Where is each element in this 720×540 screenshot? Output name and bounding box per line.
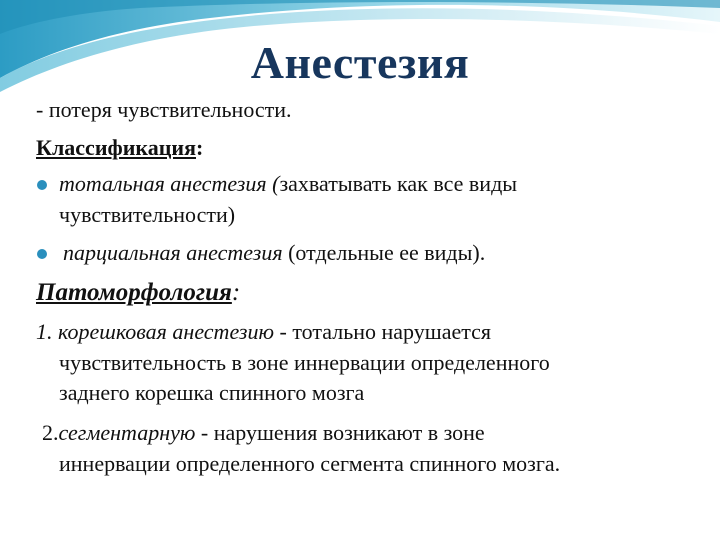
classification-heading-label: Классификация xyxy=(36,135,196,160)
pathomorphology-heading xyxy=(36,278,240,308)
bullet-dot-icon xyxy=(37,180,47,190)
list-item-segmental-line: иннервации определенного сегмента спинного мозга. xyxy=(59,451,561,476)
list-item-rest: - нарушения возникают в зоне xyxy=(195,420,485,445)
bullet-term: парциальная анестезия xyxy=(63,240,283,265)
bullet-term: тотальная анестезия ( xyxy=(59,171,280,196)
bullet-item-partial xyxy=(63,238,485,268)
pathomorphology-heading-label: Патоморфология xyxy=(36,279,232,306)
list-item-term: корешковая анестезию xyxy=(58,319,275,344)
bullet-rest: (отдельные ее виды). xyxy=(282,240,486,265)
definition-text: - потеря чувствительности. xyxy=(36,97,292,122)
classification-heading xyxy=(36,133,203,163)
bullet-item-total-cont: чувствительности) xyxy=(59,202,236,227)
list-item-radicular-line: чувствительность в зоне иннервации определенного xyxy=(59,350,550,375)
list-item-rest: - тотально нарушается xyxy=(274,319,491,344)
bullet-item-total xyxy=(59,169,517,199)
list-item-radicular-line: заднего корешка спинного мозга xyxy=(59,380,365,405)
list-item-radicular xyxy=(36,317,491,347)
list-item-segmental xyxy=(42,418,485,448)
bullet-rest: захватывать как все виды xyxy=(279,171,518,196)
list-item-prefix: 1. xyxy=(36,319,58,344)
list-item-prefix: 2. xyxy=(42,420,59,445)
pathomorphology-heading-colon: : xyxy=(231,279,241,306)
slide-title: Анестезия xyxy=(250,37,470,88)
bullet-dot-icon xyxy=(37,249,47,259)
classification-heading-colon: : xyxy=(196,135,204,160)
list-item-term: сегментарную xyxy=(58,420,196,445)
